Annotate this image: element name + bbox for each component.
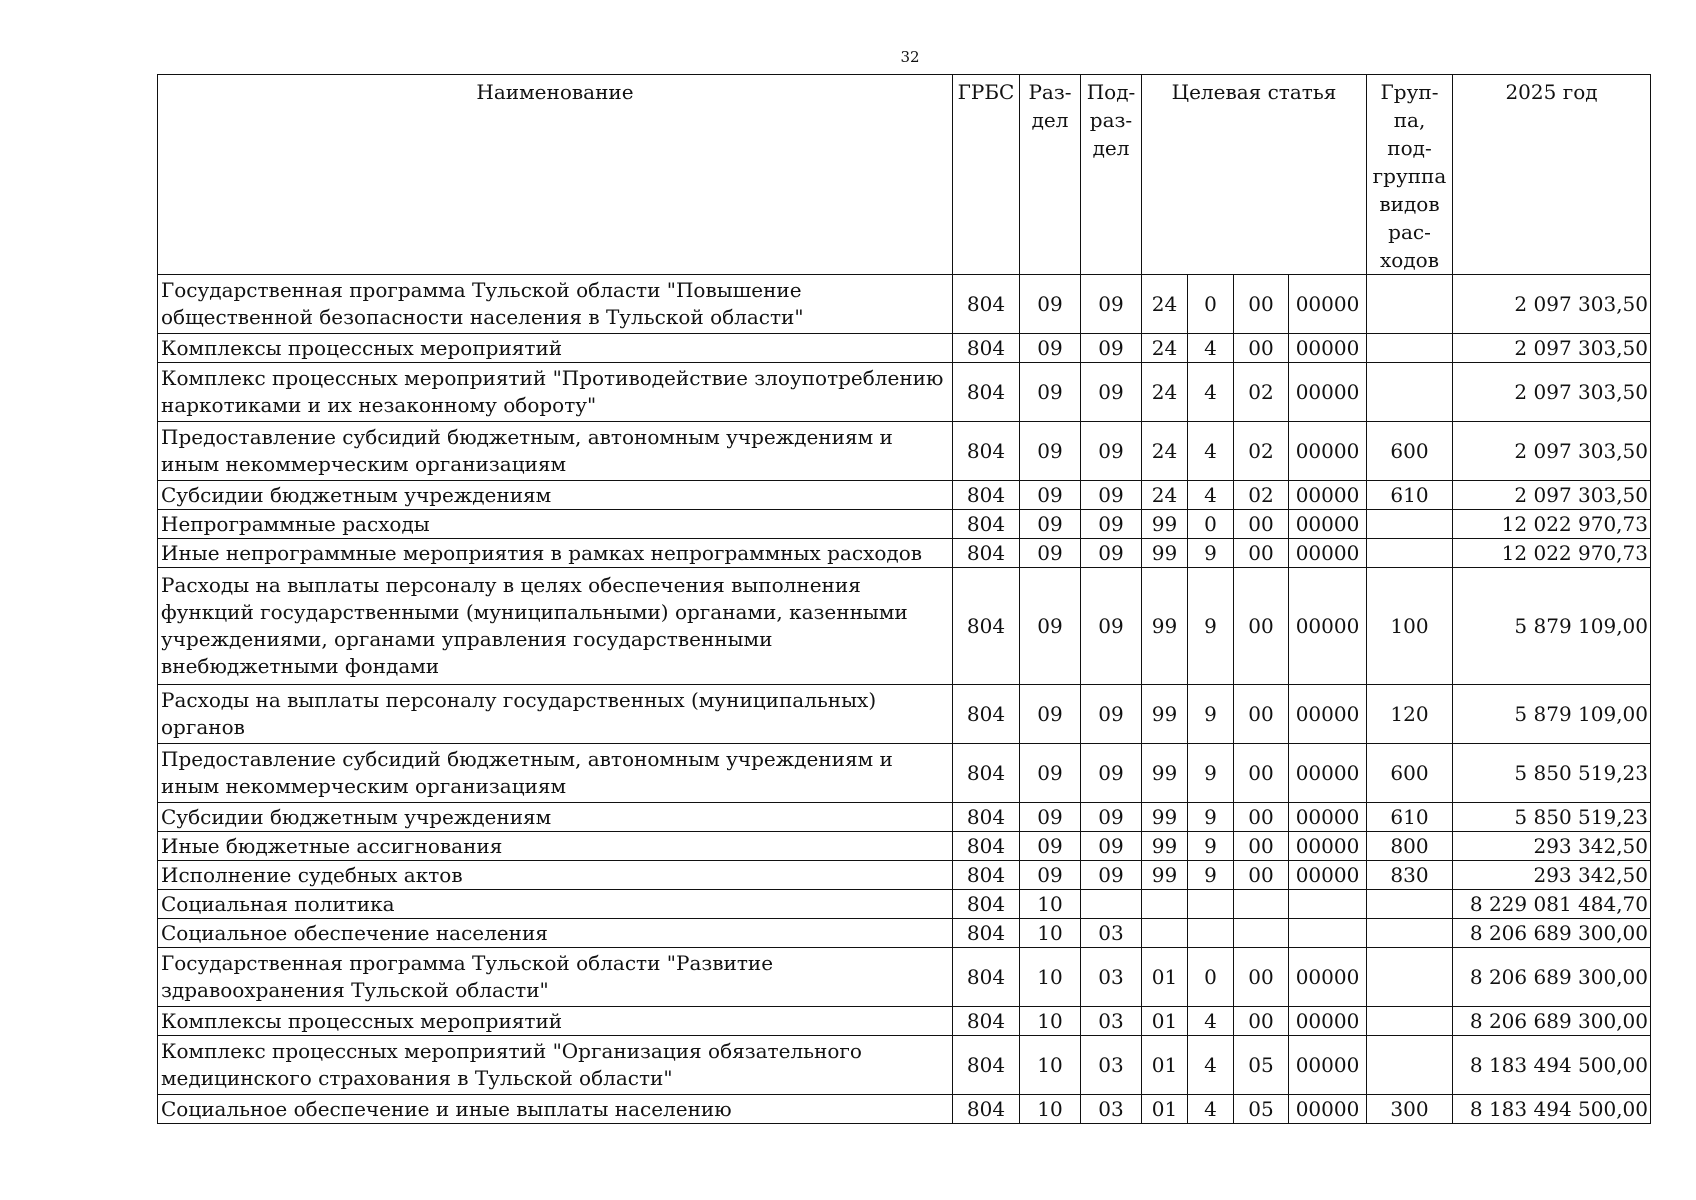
cell-target-subprogram: 00 [1234,1007,1289,1036]
cell-amount: 12 022 970,73 [1453,510,1651,539]
cell-razdel: 09 [1020,481,1081,510]
cell-amount: 5 879 109,00 [1453,685,1651,744]
cell-amount: 2 097 303,50 [1453,422,1651,481]
cell-target-type: 9 [1188,539,1234,568]
cell-podrazdel: 03 [1081,1095,1142,1124]
table-row [158,803,1651,832]
table-row [158,832,1651,861]
cell-expense-group: 600 [1367,744,1453,803]
cell-target-type: 4 [1188,1095,1234,1124]
cell-expense-group: 120 [1367,685,1453,744]
cell-target-type: 4 [1188,1036,1234,1095]
table-row [158,568,1651,685]
cell-target-subprogram: 02 [1234,363,1289,422]
cell-grbs: 804 [953,422,1020,481]
cell-target-direction: 00000 [1289,1095,1367,1124]
cell-target-subprogram: 02 [1234,422,1289,481]
cell-target-program: 01 [1142,1095,1188,1124]
cell-expense-group [1367,890,1453,919]
cell-grbs: 804 [953,1007,1020,1036]
cell-name: Предоставление субсидий бюджетным, автономным учреждениям и иным некоммерческим организациям [158,422,953,481]
cell-target-program: 99 [1142,803,1188,832]
cell-target-direction: 00000 [1289,744,1367,803]
cell-name: Социальная политика [158,890,953,919]
cell-amount: 293 342,50 [1453,832,1651,861]
cell-amount: 293 342,50 [1453,861,1651,890]
cell-target-type: 4 [1188,481,1234,510]
cell-amount: 2 097 303,50 [1453,275,1651,334]
cell-target-subprogram: 00 [1234,275,1289,334]
header-razdel: Раз- дел [1020,75,1081,275]
cell-razdel: 10 [1020,890,1081,919]
cell-amount: 5 850 519,23 [1453,803,1651,832]
cell-expense-group: 830 [1367,861,1453,890]
cell-target-program: 99 [1142,510,1188,539]
cell-grbs: 804 [953,1036,1020,1095]
cell-target-program: 99 [1142,744,1188,803]
cell-razdel: 10 [1020,948,1081,1007]
cell-target-direction: 00000 [1289,1036,1367,1095]
cell-razdel: 09 [1020,539,1081,568]
cell-amount: 2 097 303,50 [1453,481,1651,510]
cell-target-program [1142,890,1188,919]
cell-name: Расходы на выплаты персоналу в целях обеспечения выполнения функций государственными (муниципальными) органами, казенными учреждениями, органами управления государственными внебюджетными фондами [158,568,953,685]
cell-grbs: 804 [953,744,1020,803]
cell-target-direction [1289,890,1367,919]
cell-expense-group: 100 [1367,568,1453,685]
cell-podrazdel: 09 [1081,744,1142,803]
cell-target-direction: 00000 [1289,685,1367,744]
cell-razdel: 09 [1020,832,1081,861]
cell-expense-group: 300 [1367,1095,1453,1124]
cell-target-direction: 00000 [1289,539,1367,568]
cell-amount: 5 879 109,00 [1453,568,1651,685]
budget-table [157,74,1651,1124]
cell-target-direction: 00000 [1289,1007,1367,1036]
cell-target-type: 4 [1188,363,1234,422]
cell-expense-group [1367,275,1453,334]
cell-name: Комплексы процессных мероприятий [158,1007,953,1036]
cell-name: Исполнение судебных актов [158,861,953,890]
cell-podrazdel: 09 [1081,334,1142,363]
cell-name: Государственная программа Тульской области "Развитие здравоохранения Тульской области" [158,948,953,1007]
cell-name: Расходы на выплаты персоналу государственных (муниципальных) органов [158,685,953,744]
table-row [158,1036,1651,1095]
cell-grbs: 804 [953,510,1020,539]
cell-target-type: 0 [1188,948,1234,1007]
cell-podrazdel: 09 [1081,803,1142,832]
cell-razdel: 10 [1020,1007,1081,1036]
table-row [158,481,1651,510]
table-row [158,744,1651,803]
cell-amount: 5 850 519,23 [1453,744,1651,803]
cell-target-direction: 00000 [1289,832,1367,861]
cell-razdel: 09 [1020,861,1081,890]
cell-target-type [1188,890,1234,919]
header-podrazdel: Под- раз- дел [1081,75,1142,275]
cell-grbs: 804 [953,685,1020,744]
cell-podrazdel: 03 [1081,948,1142,1007]
header-target-article: Целевая статья [1142,75,1367,275]
cell-podrazdel: 09 [1081,539,1142,568]
cell-target-subprogram: 02 [1234,481,1289,510]
cell-razdel: 09 [1020,363,1081,422]
table-row [158,890,1651,919]
cell-razdel: 09 [1020,744,1081,803]
cell-target-subprogram: 00 [1234,744,1289,803]
table-row [158,539,1651,568]
cell-target-type: 0 [1188,510,1234,539]
cell-grbs: 804 [953,890,1020,919]
table-row [158,685,1651,744]
cell-amount: 8 229 081 484,70 [1453,890,1651,919]
cell-target-program: 99 [1142,685,1188,744]
cell-target-program: 24 [1142,275,1188,334]
cell-target-type: 9 [1188,832,1234,861]
cell-target-direction: 00000 [1289,861,1367,890]
cell-podrazdel: 09 [1081,832,1142,861]
cell-target-direction: 00000 [1289,481,1367,510]
cell-target-program: 24 [1142,334,1188,363]
cell-target-program: 99 [1142,568,1188,685]
cell-target-subprogram: 00 [1234,568,1289,685]
cell-name: Социальное обеспечение населения [158,919,953,948]
cell-target-subprogram [1234,890,1289,919]
cell-target-program: 99 [1142,539,1188,568]
cell-target-direction: 00000 [1289,363,1367,422]
cell-amount: 12 022 970,73 [1453,539,1651,568]
cell-name: Субсидии бюджетным учреждениям [158,481,953,510]
cell-grbs: 804 [953,275,1020,334]
page-number: 32 [900,48,920,66]
cell-target-direction: 00000 [1289,275,1367,334]
cell-podrazdel: 09 [1081,481,1142,510]
cell-expense-group [1367,1036,1453,1095]
cell-podrazdel: 09 [1081,275,1142,334]
cell-target-type: 4 [1188,1007,1234,1036]
table-row [158,1095,1651,1124]
cell-podrazdel: 03 [1081,919,1142,948]
cell-expense-group [1367,948,1453,1007]
cell-target-direction [1289,919,1367,948]
cell-podrazdel: 03 [1081,1036,1142,1095]
table-row [158,363,1651,422]
cell-grbs: 804 [953,803,1020,832]
cell-name: Субсидии бюджетным учреждениям [158,803,953,832]
cell-target-subprogram: 00 [1234,334,1289,363]
table-row [158,422,1651,481]
cell-expense-group: 800 [1367,832,1453,861]
table-row [158,861,1651,890]
cell-expense-group: 600 [1367,422,1453,481]
cell-grbs: 804 [953,481,1020,510]
cell-target-type: 4 [1188,334,1234,363]
cell-target-subprogram: 00 [1234,803,1289,832]
cell-expense-group: 610 [1367,481,1453,510]
cell-target-subprogram: 05 [1234,1036,1289,1095]
cell-razdel: 09 [1020,568,1081,685]
cell-target-program: 24 [1142,481,1188,510]
cell-razdel: 10 [1020,919,1081,948]
cell-target-subprogram: 00 [1234,948,1289,1007]
cell-target-program: 01 [1142,1007,1188,1036]
cell-target-subprogram: 05 [1234,1095,1289,1124]
cell-target-direction: 00000 [1289,803,1367,832]
cell-grbs: 804 [953,539,1020,568]
cell-podrazdel: 09 [1081,363,1142,422]
cell-target-direction: 00000 [1289,568,1367,685]
cell-target-program: 24 [1142,422,1188,481]
cell-grbs: 804 [953,919,1020,948]
cell-target-direction: 00000 [1289,422,1367,481]
cell-target-subprogram: 00 [1234,861,1289,890]
cell-target-program: 01 [1142,948,1188,1007]
table-row [158,334,1651,363]
cell-grbs: 804 [953,334,1020,363]
cell-name: Комплекс процессных мероприятий "Организация обязательного медицинского страхования в Тульской области" [158,1036,953,1095]
cell-razdel: 10 [1020,1036,1081,1095]
cell-expense-group [1367,919,1453,948]
cell-target-type: 9 [1188,803,1234,832]
cell-target-subprogram: 00 [1234,685,1289,744]
cell-target-type: 9 [1188,861,1234,890]
cell-amount: 2 097 303,50 [1453,334,1651,363]
cell-amount: 8 206 689 300,00 [1453,919,1651,948]
cell-expense-group [1367,1007,1453,1036]
cell-name: Социальное обеспечение и иные выплаты населению [158,1095,953,1124]
table-header-row [158,75,1651,275]
cell-target-type [1188,919,1234,948]
cell-target-program [1142,919,1188,948]
cell-target-subprogram: 00 [1234,539,1289,568]
cell-razdel: 09 [1020,803,1081,832]
cell-podrazdel: 09 [1081,861,1142,890]
cell-amount: 8 206 689 300,00 [1453,948,1651,1007]
cell-target-direction: 00000 [1289,510,1367,539]
cell-podrazdel: 09 [1081,568,1142,685]
cell-name: Иные бюджетные ассигнования [158,832,953,861]
cell-target-program: 99 [1142,861,1188,890]
header-year: 2025 год [1453,75,1651,275]
cell-grbs: 804 [953,948,1020,1007]
table-row [158,275,1651,334]
table-row [158,919,1651,948]
cell-razdel: 09 [1020,422,1081,481]
cell-target-direction: 00000 [1289,334,1367,363]
table-body [158,275,1651,1124]
cell-razdel: 09 [1020,334,1081,363]
cell-podrazdel [1081,890,1142,919]
cell-target-direction: 00000 [1289,948,1367,1007]
cell-target-subprogram [1234,919,1289,948]
cell-name: Предоставление субсидий бюджетным, автономным учреждениям и иным некоммерческим организациям [158,744,953,803]
cell-target-type: 4 [1188,422,1234,481]
cell-razdel: 09 [1020,510,1081,539]
cell-target-type: 9 [1188,568,1234,685]
header-name: Наименование [158,75,953,275]
cell-expense-group [1367,510,1453,539]
cell-expense-group [1367,334,1453,363]
cell-target-subprogram: 00 [1234,510,1289,539]
cell-podrazdel: 09 [1081,510,1142,539]
cell-name: Государственная программа Тульской области "Повышение общественной безопасности населения в Тульской области" [158,275,953,334]
cell-grbs: 804 [953,363,1020,422]
cell-target-subprogram: 00 [1234,832,1289,861]
cell-razdel: 09 [1020,685,1081,744]
cell-target-type: 9 [1188,744,1234,803]
header-grbs: ГРБС [953,75,1020,275]
cell-grbs: 804 [953,832,1020,861]
cell-target-type: 0 [1188,275,1234,334]
cell-name: Комплекс процессных мероприятий "Противодействие злоупотреблению наркотиками и их незаконному обороту" [158,363,953,422]
cell-podrazdel: 09 [1081,422,1142,481]
cell-razdel: 09 [1020,275,1081,334]
cell-podrazdel: 09 [1081,685,1142,744]
cell-grbs: 804 [953,1095,1020,1124]
cell-name: Комплексы процессных мероприятий [158,334,953,363]
cell-amount: 8 206 689 300,00 [1453,1007,1651,1036]
cell-target-program: 24 [1142,363,1188,422]
table-row [158,948,1651,1007]
cell-podrazdel: 03 [1081,1007,1142,1036]
cell-expense-group [1367,363,1453,422]
cell-amount: 8 183 494 500,00 [1453,1095,1651,1124]
table-row [158,1007,1651,1036]
header-expense-group: Груп- па, под- группа видов рас- ходов [1367,75,1453,275]
cell-expense-group [1367,539,1453,568]
table-row [158,510,1651,539]
cell-target-program: 99 [1142,832,1188,861]
cell-expense-group: 610 [1367,803,1453,832]
cell-name: Иные непрограммные мероприятия в рамках непрограммных расходов [158,539,953,568]
cell-target-type: 9 [1188,685,1234,744]
cell-amount: 2 097 303,50 [1453,363,1651,422]
cell-amount: 8 183 494 500,00 [1453,1036,1651,1095]
cell-razdel: 10 [1020,1095,1081,1124]
cell-grbs: 804 [953,568,1020,685]
cell-grbs: 804 [953,861,1020,890]
cell-name: Непрограммные расходы [158,510,953,539]
cell-target-program: 01 [1142,1036,1188,1095]
